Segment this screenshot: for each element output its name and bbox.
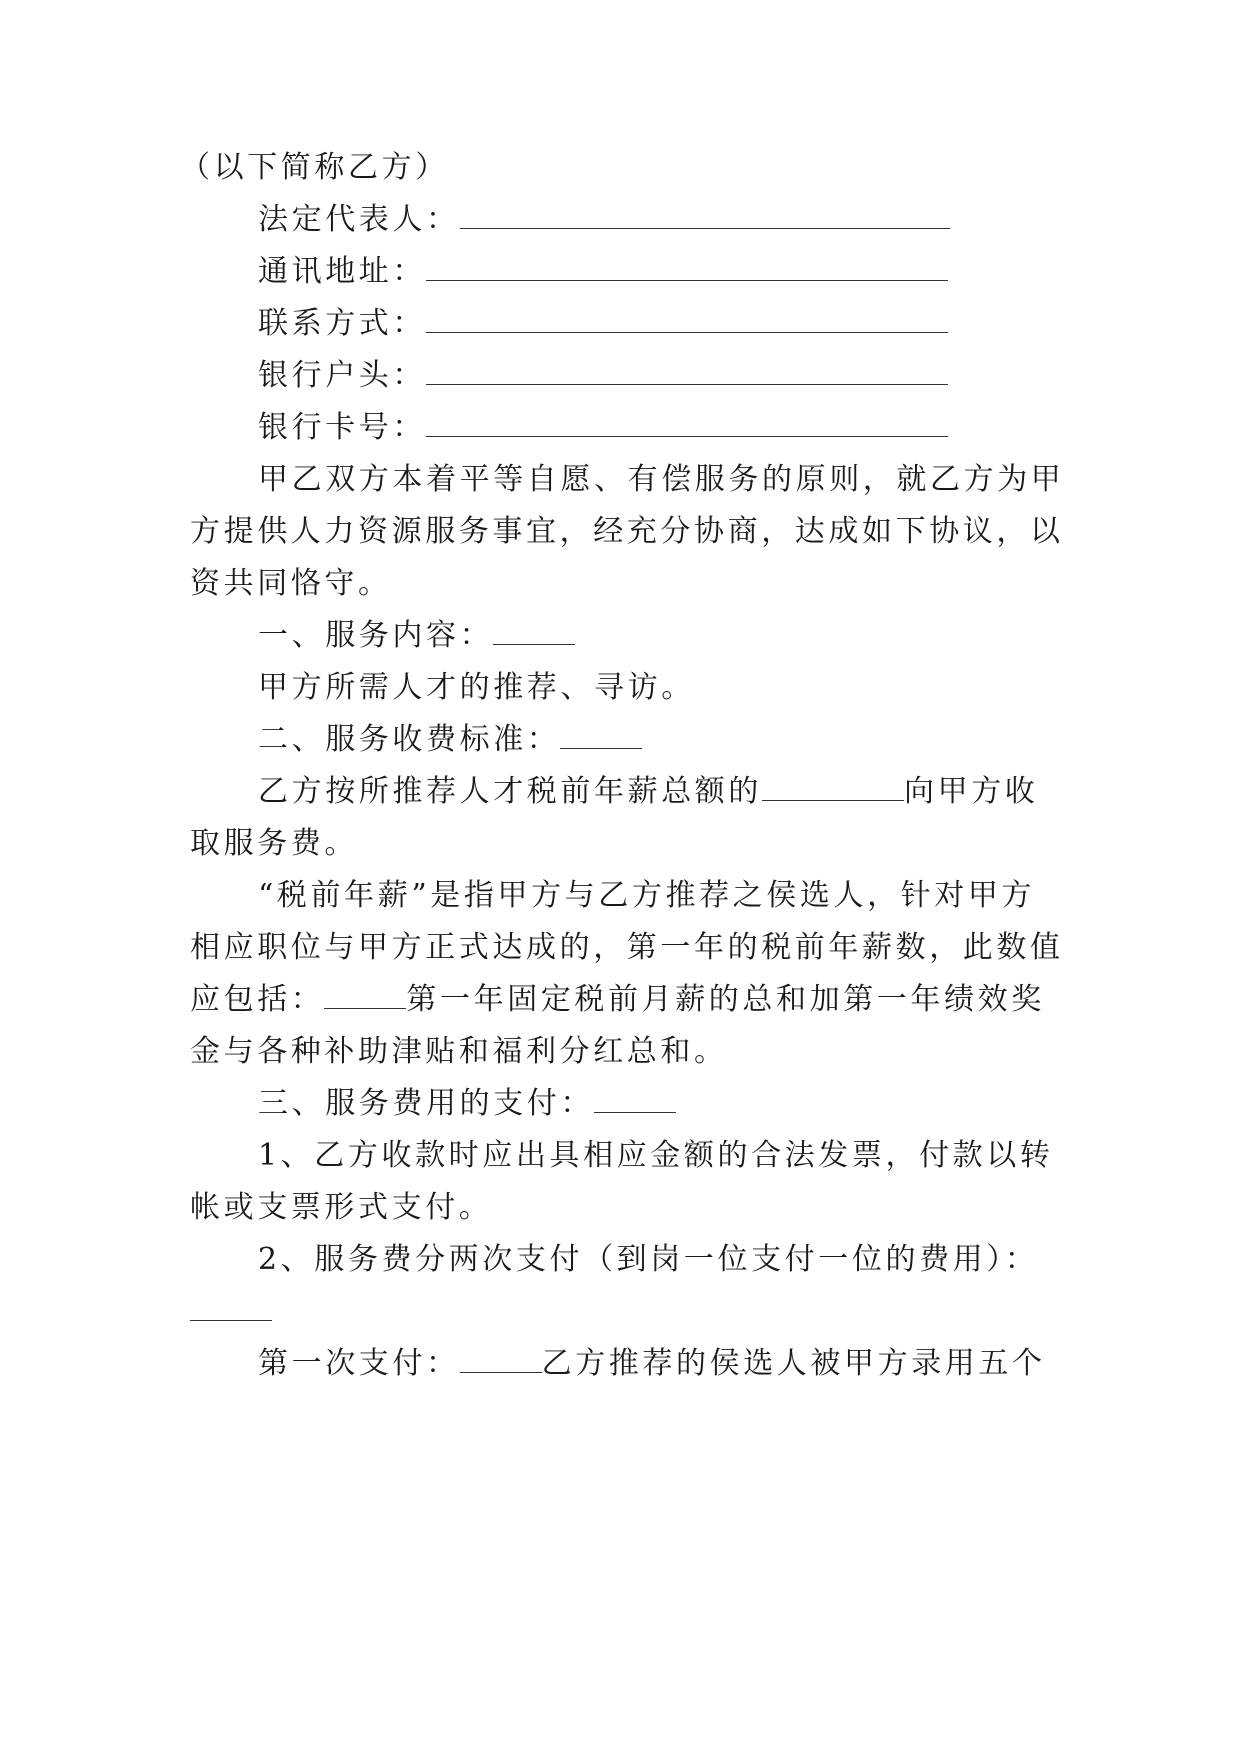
paragraph-line (258, 1344, 1060, 1384)
blank-field (594, 1084, 676, 1113)
paragraph-text: 1、乙方收款时应出具相应金额的合法发票，付款以转 (258, 1138, 1054, 1173)
blank-field (190, 1292, 272, 1321)
paragraph-line (190, 824, 1060, 864)
paragraph-text: 资共同恪守。 (190, 566, 392, 601)
paragraph-line (258, 460, 1065, 500)
field-label: 联系方式： (258, 306, 426, 341)
section-heading (258, 720, 1060, 760)
party-b-abbreviation: （以下简称乙方） (180, 150, 449, 185)
paragraph-line (258, 1240, 1060, 1280)
field-label: 银行卡号： (258, 410, 426, 445)
paragraph-text: “税前年薪”是指甲方与乙方推荐之侯选人，针对甲方 (258, 878, 1036, 913)
section-title: 二、服务收费标准： (258, 722, 561, 757)
paragraph-line (258, 1136, 1060, 1176)
blank-field (493, 616, 575, 645)
paragraph-line (258, 668, 1060, 708)
blank-field (426, 304, 948, 333)
text-line (180, 148, 1050, 188)
paragraph-line (190, 512, 1064, 552)
blank-field (762, 772, 904, 801)
paragraph-text: 甲乙双方本着平等自愿、有偿服务的原则，就乙方为甲 (258, 462, 1065, 497)
paragraph-text: 应包括： (190, 982, 325, 1017)
paragraph-line (258, 772, 1060, 812)
paragraph-text: 向甲方收 (904, 774, 1039, 809)
paragraph-text: 相应职位与甲方正式达成的，第一年的税前年薪数，此数值 (190, 930, 1064, 965)
blank-field (324, 980, 406, 1009)
paragraph-text: 取服务费。 (190, 826, 358, 861)
paragraph-line (258, 876, 1060, 916)
blank-field (426, 408, 948, 437)
field-label: 法定代表人： (258, 202, 460, 237)
paragraph-text: 帐或支票形式支付。 (190, 1190, 493, 1225)
paragraph-line (190, 1188, 1060, 1228)
paragraph-line (190, 928, 1064, 968)
paragraph-line (190, 1292, 1060, 1332)
section-title: 三、服务费用的支付： (258, 1086, 594, 1121)
paragraph-text: 方提供人力资源服务事宜，经充分协商，达成如下协议，以 (190, 514, 1064, 549)
paragraph-text: 2、服务费分两次支付（到岗一位支付一位的费用）： (258, 1242, 1039, 1277)
blank-field (426, 252, 948, 281)
paragraph-line (190, 980, 1060, 1020)
section-heading (258, 1084, 1060, 1124)
paragraph-line (190, 564, 1060, 604)
bank-card-row (258, 408, 1060, 448)
address-row (258, 252, 1060, 292)
section-heading (258, 616, 1060, 656)
blank-field (460, 1344, 542, 1373)
bank-account-name-row (258, 356, 1060, 396)
field-label: 通讯地址： (258, 254, 426, 289)
legal-representative-row (258, 200, 1060, 240)
field-label: 银行户头： (258, 358, 426, 393)
paragraph-text: 第一次支付： (258, 1346, 460, 1381)
contact-row (258, 304, 1060, 344)
paragraph-text: 乙方按所推荐人才税前年薪总额的 (258, 774, 762, 809)
section-title: 一、服务内容： (258, 618, 494, 653)
blank-field (560, 720, 642, 749)
paragraph-text: 第一年固定税前月薪的总和加第一年绩效奖 (406, 982, 1045, 1017)
paragraph-text: 乙方推荐的侯选人被甲方录用五个 (541, 1346, 1046, 1381)
paragraph-text: 金与各种补助津贴和福利分红总和。 (190, 1034, 728, 1069)
blank-field (460, 200, 950, 229)
blank-field (426, 356, 948, 385)
paragraph-line (190, 1032, 1060, 1072)
paragraph-text: 甲方所需人才的推荐、寻访。 (258, 670, 695, 705)
